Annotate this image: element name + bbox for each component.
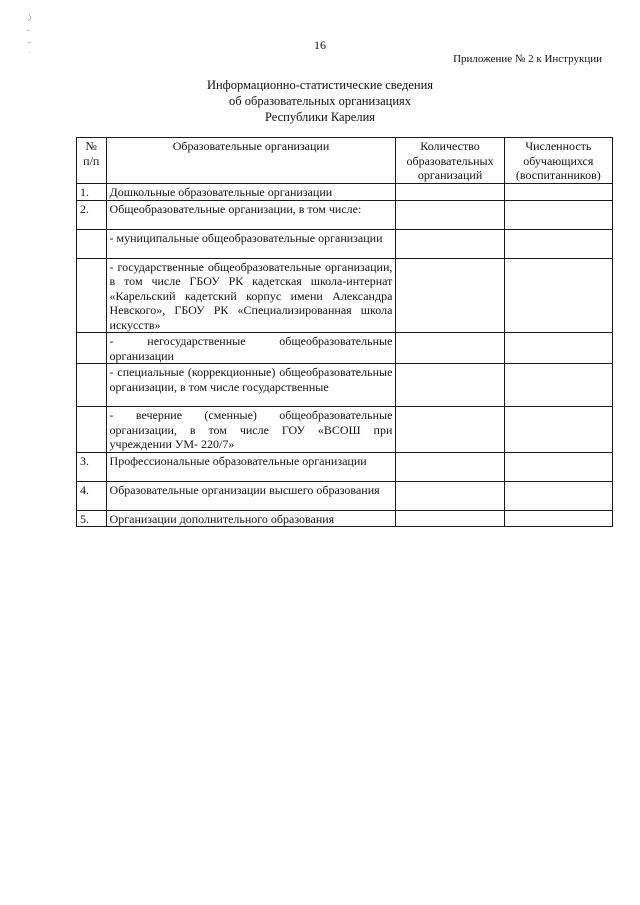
document-title: [0, 77, 640, 125]
row-students: [504, 407, 612, 453]
row-count: [396, 407, 504, 453]
row-students: [504, 510, 612, 527]
row-count: [396, 184, 504, 201]
table-row: [77, 184, 613, 201]
row-org: Профессиональные образовательные организации: [106, 452, 396, 481]
row-org: Дошкольные образовательные организации: [106, 184, 396, 201]
row-num: [77, 364, 107, 407]
row-org: Организации дополнительного образования: [106, 510, 396, 527]
row-count: [396, 200, 504, 229]
row-count: [396, 452, 504, 481]
table-row: [77, 407, 613, 453]
row-students: [504, 364, 612, 407]
row-num: [77, 333, 107, 364]
table-row: [77, 229, 613, 258]
row-org: - государственные общеобразовательные организации, в том числе ГБОУ РК кадетская школа-интернат «Карельский кадетский корпус имени Александра Невского», ГБОУ РК «Специализированная школа искусств»: [106, 258, 396, 333]
table-row: [77, 333, 613, 364]
header-students: Численность обучающихся (воспитанников): [504, 138, 612, 184]
table-row: [77, 510, 613, 527]
table-row: [77, 200, 613, 229]
header-org: Образовательные организации: [106, 138, 396, 184]
row-num: 3.: [77, 452, 107, 481]
row-num: 2.: [77, 200, 107, 229]
row-org: - негосударственные общеобразовательные организации: [106, 333, 396, 364]
row-count: [396, 481, 504, 510]
table-row: [77, 258, 613, 333]
row-students: [504, 258, 612, 333]
row-students: [504, 229, 612, 258]
header-count: Количество образовательных организаций: [396, 138, 504, 184]
row-num: 4.: [77, 481, 107, 510]
row-org: - специальные (коррекционные) общеобразовательные организации, в том числе государственные: [106, 364, 396, 407]
appendix-note: Приложение № 2 к Инструкции: [453, 53, 602, 65]
title-line-1: Информационно-статистические сведения: [206, 78, 434, 92]
row-count: [396, 364, 504, 407]
title-line-2: об образовательных организациях: [228, 94, 412, 108]
table-row: [77, 452, 613, 481]
header-num: № п/п: [77, 138, 107, 184]
row-count: [396, 258, 504, 333]
row-num: 1.: [77, 184, 107, 201]
row-students: [504, 481, 612, 510]
page-number: 16: [314, 38, 326, 52]
row-num: 5.: [77, 510, 107, 527]
row-num: [77, 407, 107, 453]
table-header-row: [77, 138, 613, 184]
row-students: [504, 200, 612, 229]
row-org: Образовательные организации высшего образования: [106, 481, 396, 510]
row-count: [396, 510, 504, 527]
row-students: [504, 452, 612, 481]
row-students: [504, 333, 612, 364]
table-row: [77, 481, 613, 510]
row-org: - муниципальные общеобразовательные организации: [106, 229, 396, 258]
row-count: [396, 333, 504, 364]
title-line-3: Республики Карелия: [264, 110, 376, 124]
row-count: [396, 229, 504, 258]
table-row: [77, 364, 613, 407]
row-org: Общеобразовательные организации, в том числе:: [106, 200, 396, 229]
row-num: [77, 229, 107, 258]
statistics-table: [76, 137, 613, 527]
row-students: [504, 184, 612, 201]
row-org: - вечерние (сменные) общеобразовательные организации, в том числе ГОУ «ВСОШ при учреждении УМ- 220/7»: [106, 407, 396, 453]
row-num: [77, 258, 107, 333]
